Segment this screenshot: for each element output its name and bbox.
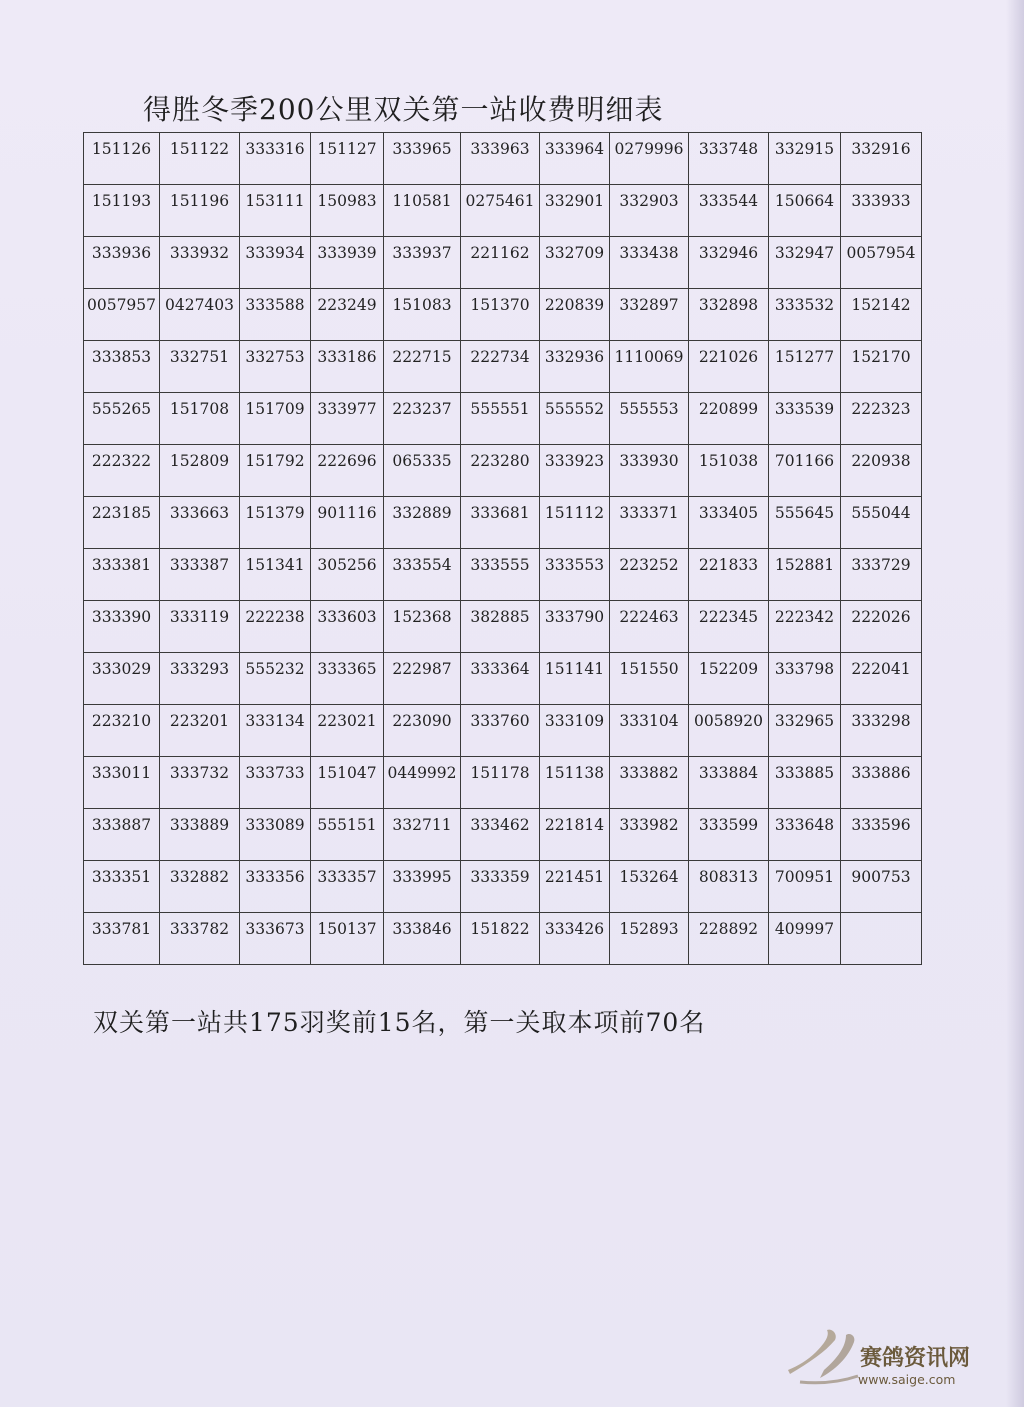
table-cell: 222323 bbox=[841, 393, 922, 445]
table-cell: 333371 bbox=[610, 497, 689, 549]
table-cell: 333588 bbox=[240, 289, 311, 341]
table-cell: 333387 bbox=[160, 549, 240, 601]
table-cell: 221833 bbox=[689, 549, 769, 601]
table-cell: 333963 bbox=[461, 133, 540, 185]
table-cell: 222345 bbox=[689, 601, 769, 653]
table-cell: 150137 bbox=[311, 913, 384, 965]
table-cell: 333029 bbox=[84, 653, 160, 705]
table-row bbox=[84, 705, 922, 757]
table-cell: 0427403 bbox=[160, 289, 240, 341]
table-cell: 152893 bbox=[610, 913, 689, 965]
table-cell: 222463 bbox=[610, 601, 689, 653]
table-cell: 228892 bbox=[689, 913, 769, 965]
table-cell: 555232 bbox=[240, 653, 311, 705]
table-cell: 333356 bbox=[240, 861, 311, 913]
table-cell: 333316 bbox=[240, 133, 311, 185]
table-cell: 332753 bbox=[240, 341, 311, 393]
table-row bbox=[84, 289, 922, 341]
table-cell: 222041 bbox=[841, 653, 922, 705]
table-cell: 333781 bbox=[84, 913, 160, 965]
table-cell: 152368 bbox=[384, 601, 461, 653]
table-cell: 333886 bbox=[841, 757, 922, 809]
table-cell: 333599 bbox=[689, 809, 769, 861]
table-cell: 333934 bbox=[240, 237, 311, 289]
table-cell: 333438 bbox=[610, 237, 689, 289]
table-cell bbox=[841, 913, 922, 965]
table-row bbox=[84, 861, 922, 913]
table-cell: 333089 bbox=[240, 809, 311, 861]
document-title: 得胜冬季200公里双关第一站收费明细表 bbox=[143, 93, 664, 126]
table-cell: 333729 bbox=[841, 549, 922, 601]
table-cell: 333964 bbox=[540, 133, 610, 185]
table-cell: 333663 bbox=[160, 497, 240, 549]
table-cell: 151822 bbox=[461, 913, 540, 965]
table-cell: 333405 bbox=[689, 497, 769, 549]
watermark-site-name: 赛鸽资讯网 bbox=[860, 1346, 971, 1371]
table-cell: 333539 bbox=[769, 393, 841, 445]
table-cell: 065335 bbox=[384, 445, 461, 497]
table-cell: 333596 bbox=[841, 809, 922, 861]
table-cell: 223090 bbox=[384, 705, 461, 757]
table-cell: 151708 bbox=[160, 393, 240, 445]
table-cell: 333553 bbox=[540, 549, 610, 601]
table-cell: 222342 bbox=[769, 601, 841, 653]
table-cell: 151126 bbox=[84, 133, 160, 185]
table-cell: 409997 bbox=[769, 913, 841, 965]
table-cell: 150983 bbox=[311, 185, 384, 237]
table-cell: 333936 bbox=[84, 237, 160, 289]
table-cell: 333351 bbox=[84, 861, 160, 913]
table-cell: 222322 bbox=[84, 445, 160, 497]
table-cell: 333603 bbox=[311, 601, 384, 653]
table-cell: 305256 bbox=[311, 549, 384, 601]
table-cell: 223210 bbox=[84, 705, 160, 757]
page-edge-shadow bbox=[1006, 0, 1024, 1407]
table-cell: 0058920 bbox=[689, 705, 769, 757]
table-cell: 151370 bbox=[461, 289, 540, 341]
table-cell: 151178 bbox=[461, 757, 540, 809]
table-row bbox=[84, 133, 922, 185]
watermark-url: www.saige.com bbox=[858, 1372, 956, 1387]
table-cell: 333933 bbox=[841, 185, 922, 237]
table-cell: 333798 bbox=[769, 653, 841, 705]
table-cell: 332946 bbox=[689, 237, 769, 289]
table-cell: 333732 bbox=[160, 757, 240, 809]
table-cell: 223252 bbox=[610, 549, 689, 601]
table-cell: 151038 bbox=[689, 445, 769, 497]
table-cell: 221814 bbox=[540, 809, 610, 861]
table-cell: 151193 bbox=[84, 185, 160, 237]
table-row bbox=[84, 809, 922, 861]
table-cell: 333357 bbox=[311, 861, 384, 913]
table-cell: 333364 bbox=[461, 653, 540, 705]
table-cell: 332709 bbox=[540, 237, 610, 289]
table-cell: 151550 bbox=[610, 653, 689, 705]
table-cell: 332947 bbox=[769, 237, 841, 289]
table-cell: 333119 bbox=[160, 601, 240, 653]
table-cell: 332751 bbox=[160, 341, 240, 393]
footer-note: 双关第一站共175羽奖前15名，第一关取本项前70名 bbox=[93, 1008, 706, 1037]
table-cell: 333748 bbox=[689, 133, 769, 185]
table-cell: 333134 bbox=[240, 705, 311, 757]
table-cell: 333681 bbox=[461, 497, 540, 549]
table-cell: 150664 bbox=[769, 185, 841, 237]
table-cell: 333887 bbox=[84, 809, 160, 861]
table-row bbox=[84, 393, 922, 445]
table-row bbox=[84, 601, 922, 653]
table-cell: 333109 bbox=[540, 705, 610, 757]
table-cell: 221451 bbox=[540, 861, 610, 913]
table-cell: 151141 bbox=[540, 653, 610, 705]
table-cell: 1110069 bbox=[610, 341, 689, 393]
table-cell: 333965 bbox=[384, 133, 461, 185]
table-cell: 222715 bbox=[384, 341, 461, 393]
table-cell: 153264 bbox=[610, 861, 689, 913]
table-cell: 223185 bbox=[84, 497, 160, 549]
table-cell: 333673 bbox=[240, 913, 311, 965]
table-cell: 555551 bbox=[461, 393, 540, 445]
table-cell: 151196 bbox=[160, 185, 240, 237]
table-cell: 333462 bbox=[461, 809, 540, 861]
table-cell: 555151 bbox=[311, 809, 384, 861]
table-cell: 333977 bbox=[311, 393, 384, 445]
table-cell: 333381 bbox=[84, 549, 160, 601]
table-cell: 555553 bbox=[610, 393, 689, 445]
table-cell: 333011 bbox=[84, 757, 160, 809]
table-row bbox=[84, 185, 922, 237]
table-cell: 110581 bbox=[384, 185, 461, 237]
table-cell: 152881 bbox=[769, 549, 841, 601]
table-cell: 222987 bbox=[384, 653, 461, 705]
table-row bbox=[84, 237, 922, 289]
table-cell: 333937 bbox=[384, 237, 461, 289]
table-cell: 333293 bbox=[160, 653, 240, 705]
table-cell: 221162 bbox=[461, 237, 540, 289]
table-cell: 223237 bbox=[384, 393, 461, 445]
table-cell: 333186 bbox=[311, 341, 384, 393]
table-cell: 333939 bbox=[311, 237, 384, 289]
table-row bbox=[84, 341, 922, 393]
table-cell: 333426 bbox=[540, 913, 610, 965]
table-cell: 223280 bbox=[461, 445, 540, 497]
table-cell: 221026 bbox=[689, 341, 769, 393]
table-cell: 333846 bbox=[384, 913, 461, 965]
table-cell: 332882 bbox=[160, 861, 240, 913]
table-cell: 222696 bbox=[311, 445, 384, 497]
table-cell: 151083 bbox=[384, 289, 461, 341]
table-cell: 332901 bbox=[540, 185, 610, 237]
table-cell: 223201 bbox=[160, 705, 240, 757]
table-cell: 0057954 bbox=[841, 237, 922, 289]
table-cell: 153111 bbox=[240, 185, 311, 237]
table-cell: 332711 bbox=[384, 809, 461, 861]
table-cell: 333733 bbox=[240, 757, 311, 809]
table-cell: 333555 bbox=[461, 549, 540, 601]
table-cell: 555265 bbox=[84, 393, 160, 445]
table-cell: 333648 bbox=[769, 809, 841, 861]
table-cell: 152170 bbox=[841, 341, 922, 393]
table-cell: 0057957 bbox=[84, 289, 160, 341]
table-cell: 555044 bbox=[841, 497, 922, 549]
table-cell: 333544 bbox=[689, 185, 769, 237]
table-cell: 151122 bbox=[160, 133, 240, 185]
table-cell: 222238 bbox=[240, 601, 311, 653]
table-cell: 333932 bbox=[160, 237, 240, 289]
table-cell: 333782 bbox=[160, 913, 240, 965]
table-cell: 152142 bbox=[841, 289, 922, 341]
table-cell: 152809 bbox=[160, 445, 240, 497]
table-cell: 151792 bbox=[240, 445, 311, 497]
table-cell: 333790 bbox=[540, 601, 610, 653]
table-cell: 0449992 bbox=[384, 757, 461, 809]
table-cell: 332897 bbox=[610, 289, 689, 341]
table-cell: 333885 bbox=[769, 757, 841, 809]
table-cell: 151277 bbox=[769, 341, 841, 393]
table-cell: 332936 bbox=[540, 341, 610, 393]
table-cell: 333995 bbox=[384, 861, 461, 913]
table-cell: 332898 bbox=[689, 289, 769, 341]
table-cell: 151138 bbox=[540, 757, 610, 809]
table-cell: 332915 bbox=[769, 133, 841, 185]
table-cell: 333930 bbox=[610, 445, 689, 497]
table-cell: 332916 bbox=[841, 133, 922, 185]
table-body bbox=[84, 133, 922, 965]
table-cell: 222026 bbox=[841, 601, 922, 653]
table-cell: 555645 bbox=[769, 497, 841, 549]
table-cell: 220899 bbox=[689, 393, 769, 445]
table-cell: 333884 bbox=[689, 757, 769, 809]
table-cell: 333104 bbox=[610, 705, 689, 757]
table-cell: 333882 bbox=[610, 757, 689, 809]
table-cell: 332903 bbox=[610, 185, 689, 237]
table-cell: 808313 bbox=[689, 861, 769, 913]
table-cell: 333982 bbox=[610, 809, 689, 861]
table-cell: 332965 bbox=[769, 705, 841, 757]
table-cell: 223249 bbox=[311, 289, 384, 341]
table-cell: 332889 bbox=[384, 497, 461, 549]
table-cell: 333554 bbox=[384, 549, 461, 601]
table-cell: 223021 bbox=[311, 705, 384, 757]
table-row bbox=[84, 653, 922, 705]
table-cell: 901116 bbox=[311, 497, 384, 549]
table-cell: 700951 bbox=[769, 861, 841, 913]
table-row bbox=[84, 497, 922, 549]
table-cell: 900753 bbox=[841, 861, 922, 913]
table-cell: 151047 bbox=[311, 757, 384, 809]
table-cell: 0279996 bbox=[610, 133, 689, 185]
table-row bbox=[84, 913, 922, 965]
table-cell: 333923 bbox=[540, 445, 610, 497]
ring-number-table bbox=[83, 132, 922, 965]
table-cell: 220839 bbox=[540, 289, 610, 341]
table-cell: 382885 bbox=[461, 601, 540, 653]
table-cell: 152209 bbox=[689, 653, 769, 705]
table-cell: 333889 bbox=[160, 809, 240, 861]
table-cell: 220938 bbox=[841, 445, 922, 497]
table-cell: 151379 bbox=[240, 497, 311, 549]
table-cell: 333532 bbox=[769, 289, 841, 341]
table-cell: 333390 bbox=[84, 601, 160, 653]
table-cell: 333359 bbox=[461, 861, 540, 913]
table-cell: 333853 bbox=[84, 341, 160, 393]
table-row bbox=[84, 757, 922, 809]
table-cell: 555552 bbox=[540, 393, 610, 445]
table-cell: 151112 bbox=[540, 497, 610, 549]
table-cell: 701166 bbox=[769, 445, 841, 497]
table-cell: 333760 bbox=[461, 705, 540, 757]
table-cell: 151709 bbox=[240, 393, 311, 445]
table-cell: 222734 bbox=[461, 341, 540, 393]
table-cell: 333365 bbox=[311, 653, 384, 705]
table-cell: 0275461 bbox=[461, 185, 540, 237]
table-row bbox=[84, 549, 922, 601]
table-cell: 333298 bbox=[841, 705, 922, 757]
table-cell: 151127 bbox=[311, 133, 384, 185]
table-cell: 151341 bbox=[240, 549, 311, 601]
table-row bbox=[84, 445, 922, 497]
